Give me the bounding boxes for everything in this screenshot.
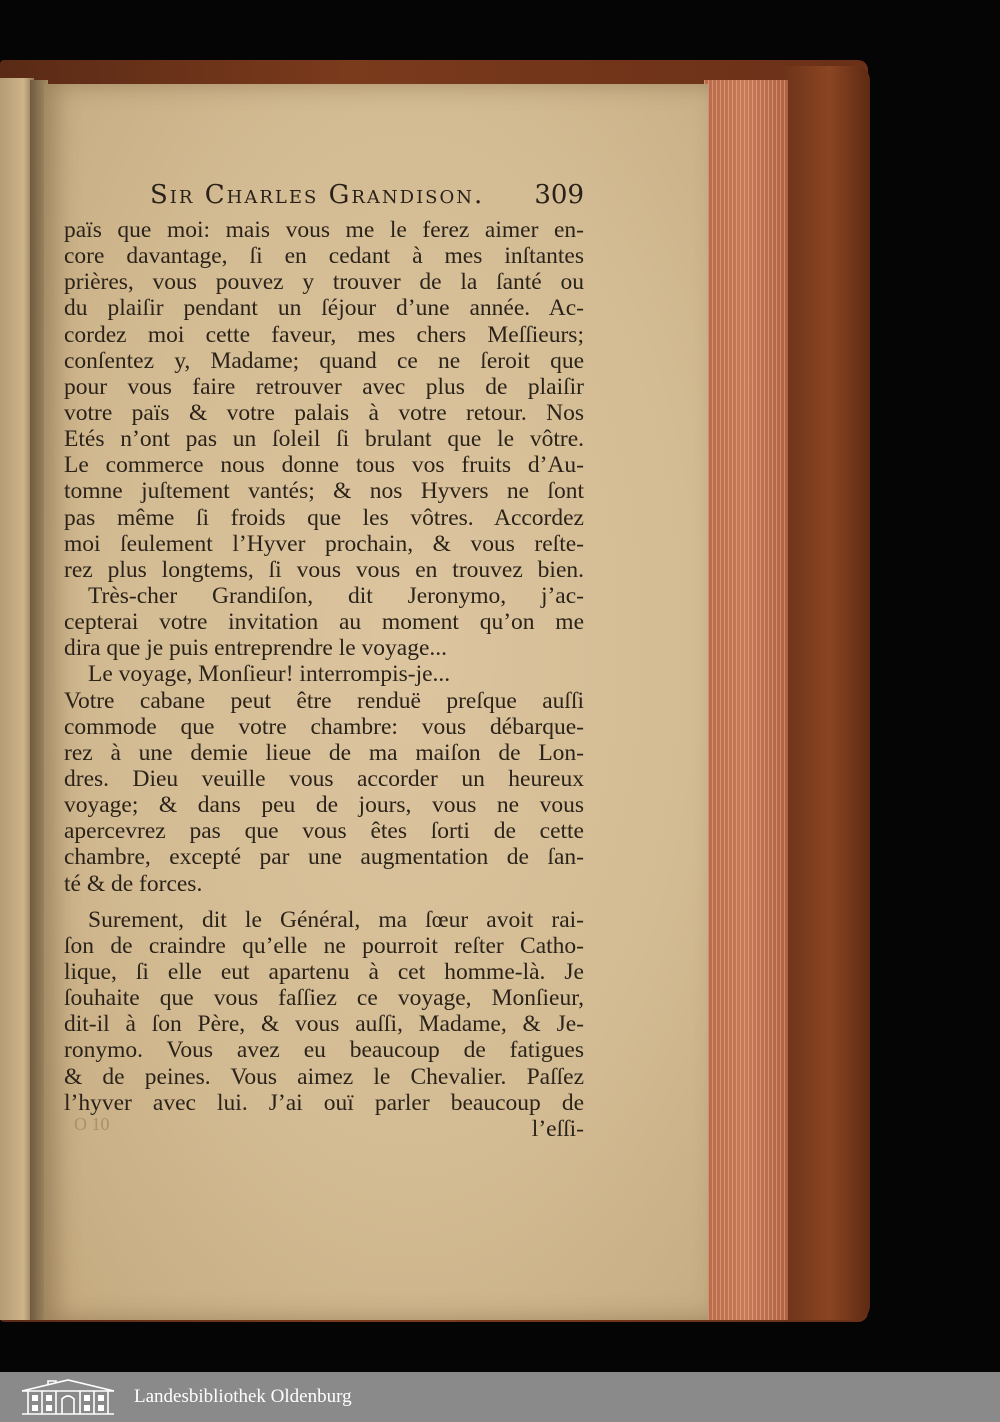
text-line: prières, vous pouvez y trouver de la ſanté ou [64,269,584,296]
text-line: Le commerce nous donne tous vos fruits d’Au- [64,452,584,479]
text-line: Très-cher Grandiſon, dit Jeronymo, j’ac- [88,582,584,609]
text-line: pas même ſi froids que les vôtres. Accordez [64,504,584,531]
facing-page-edge [0,78,34,1320]
text-line: cordez moi cette faveur, mes chers Meſſieurs; [64,321,584,348]
text-line: Etés n’ont pas un ſoleil ſi brulant que le vôtre. [64,426,584,453]
text-line: dira que je puis entreprendre le voyage... [64,635,448,662]
page-fore-edge [704,80,788,1320]
text-line: voyage; & dans peu de jours, vous ne vous [64,792,584,819]
text-line: païs que moi: mais vous me le ferez aimer en- [64,217,584,243]
text-line: Le voyage, Monſieur! interrompis-je... [88,661,451,688]
text-line: tomne juſtement vantés; & nos Hyvers ne ſont [64,478,584,505]
text-line: ſon de craindre qu’elle ne pourroit reſter Catho- [64,932,584,959]
text-line: moi ſeulement l’Hyver prochain, & vous reſte- [64,530,584,557]
text-line: du plaiſir pendant un ſéjour d’une année. Ac- [64,295,584,322]
running-head-title: Sir Charles Grandison. [150,180,485,210]
text-line: rez plus longtems, ſi vous vous en trouvez bien. [64,556,584,583]
text-line: conſentez y, Madame; quand ce ne ſeroit que [64,347,584,374]
footer-library-name[interactable]: Landesbibliothek Oldenburg [134,1386,352,1407]
book-cover-edge [780,66,870,1320]
text-line: rez à une demie lieue de ma maiſon de Lon- [64,739,584,766]
page-number: 309 [534,180,584,210]
text-line: dres. Dieu veuille vous accorder un heureux [64,765,584,792]
body-text [64,217,584,1142]
text-line: ronymo. Vous avez eu beaucoup de fatigues [64,1037,584,1064]
text-line: Surement, dit le Général, ma ſœur avoit rai- [88,906,584,933]
text-line: té & de forces. [64,870,203,897]
text-line: apercevrez pas que vous êtes ſorti de cette [64,818,584,845]
text-line: l’hyver avec lui. J’ai ouï parler beaucoup de [64,1089,584,1116]
text-line: ſouhaite que vous faſſiez ce voyage, Monſieur, [64,985,584,1012]
text-line: dit-il à ſon Père, & vous auſſi, Madame, & Je- [64,1011,584,1038]
text-line: commode que votre chambre: vous débarque- [64,713,584,740]
library-building-logo-icon [18,1377,118,1417]
signature-mark: O 10 [74,1114,110,1134]
text-line: core davantage, ſi en cedant à mes inſtantes [64,243,584,270]
catchword: l’eſſi- [531,1115,584,1142]
text-line: chambre, excepté par une augmentation de ſan- [64,844,584,871]
text-line: lique, ſi elle eut apartenu à cet homme-là. Je [64,958,584,985]
text-line: cepterai votre invitation au moment qu’on me [64,609,584,636]
text-line: votre païs & votre palais à votre retour. Nos [64,399,584,426]
running-head [150,176,584,216]
text-line: Votre cabane peut être renduë preſque auſſi [64,687,584,714]
text-line: pour vous faire retrouver avec plus de plaiſir [64,373,584,400]
text-line: & de peines. Vous aimez le Chevalier. Paſſez [64,1063,584,1090]
footer-bar [0,1372,1000,1422]
